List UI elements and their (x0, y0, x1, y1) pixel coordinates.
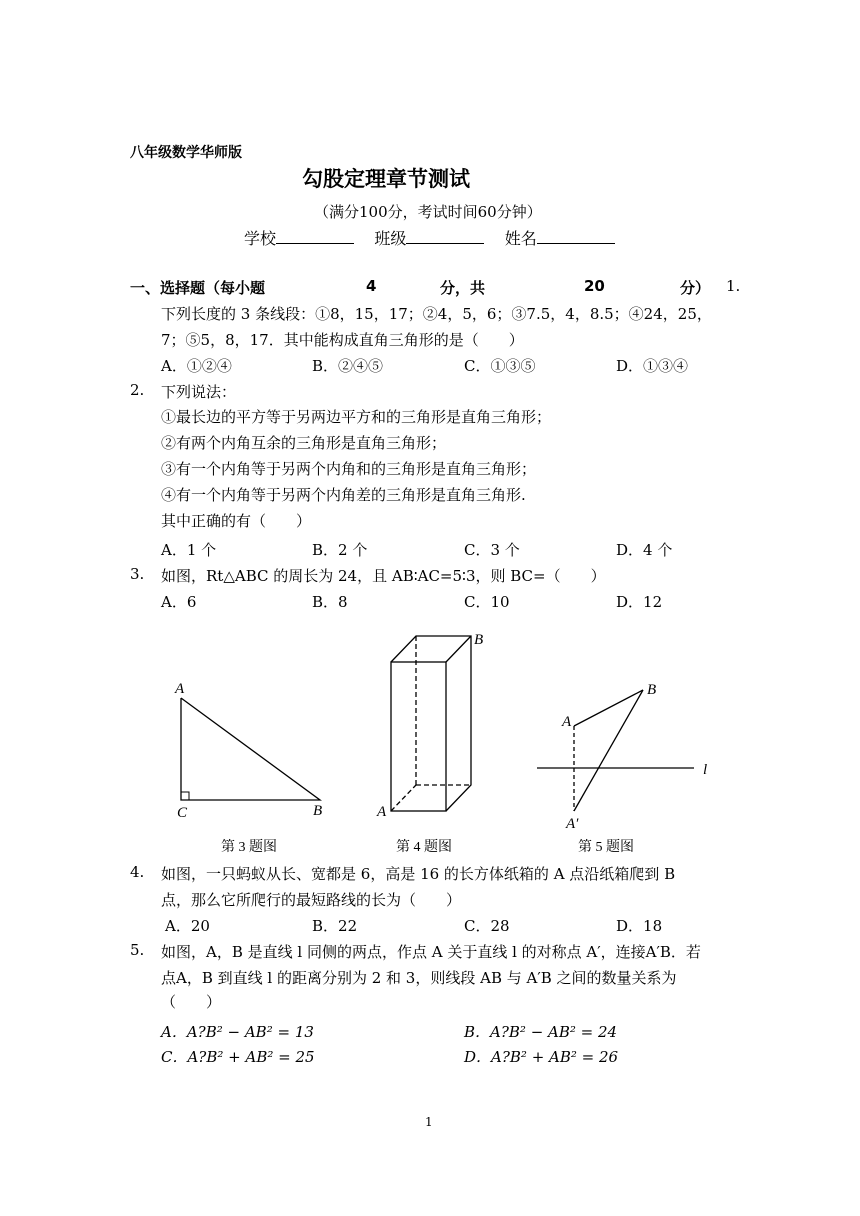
class-label: 班级 (374, 229, 407, 248)
section-heading-e: 分） (680, 279, 711, 297)
fig4-label-b: B (474, 632, 484, 648)
q1-option-a[interactable]: A．①②④ (161, 357, 232, 375)
q2-option-d[interactable]: D．4 个 (616, 541, 673, 559)
q4-line1: 如图，一只蚂蚁从长、宽都是 6，高是 16 的长方体纸箱的 A 点沿纸箱爬到 B (161, 865, 676, 883)
section-heading-b: 4 (366, 277, 377, 295)
q2-option-a[interactable]: A．1 个 (161, 541, 217, 559)
q2-option-b[interactable]: B．2 个 (312, 541, 368, 559)
class-field[interactable] (406, 229, 484, 244)
q3-option-b[interactable]: B．8 (312, 593, 348, 611)
name-field[interactable] (537, 229, 615, 244)
q1-option-d[interactable]: D．①③④ (616, 357, 689, 375)
info-line (244, 226, 615, 249)
q5-number: 5. (130, 941, 145, 959)
fig3-triangle (181, 698, 320, 800)
figures-panel (0, 620, 860, 860)
q1-line2: 7；⑤5，8，17．其中能构成直角三角形的是（ ） (161, 331, 524, 349)
page-number: 1 (425, 1115, 433, 1129)
fig3-label-b: B (313, 803, 323, 819)
q5-line1: 如图，A，B 是直线 l 同侧的两点，作点 A 关于直线 l 的对称点 A′，连接A′B．若 (161, 943, 701, 961)
q4-line2: 点，那么它所爬行的最短路线的长为（ ） (161, 891, 462, 909)
q5-option-b[interactable]: B．A?B² − AB² = 24 (464, 1023, 618, 1041)
fig5-label-a: A (562, 714, 572, 730)
q2-stem: 下列说法： (161, 383, 237, 401)
q2-item-3: ③有一个内角等于另两个内角和的三角形是直角三角形； (161, 460, 537, 478)
q2-item-4: ④有一个内角等于另两个内角差的三角形是直角三角形. (161, 486, 526, 504)
grade-label: 八年级数学华师版 (130, 145, 242, 161)
q3-stem: 如图，Rt△ABC 的周长为 24，且 AB∶AC=5∶3，则 BC=（ ） (161, 567, 606, 585)
fig5-label-l: l (703, 762, 708, 778)
q4-option-b[interactable]: B．22 (312, 917, 358, 935)
fig3-label-a: A (175, 681, 185, 697)
q5-option-d[interactable]: D．A?B² + AB² = 26 (464, 1048, 619, 1066)
q5-option-c[interactable]: C．A?B² + AB² = 25 (161, 1048, 315, 1066)
fig3-label-c: C (177, 805, 188, 821)
q4-option-a[interactable]: A．20 (165, 917, 210, 935)
q2-item-1: ①最长边的平方等于另两边平方和的三角形是直角三角形； (161, 408, 552, 426)
fig5-label-a-prime: A′ (566, 816, 579, 832)
q5-line3: （ ） (161, 993, 222, 1011)
section-heading-d: 20 (584, 277, 605, 295)
fig3-caption: 第 3 题图 (221, 840, 277, 855)
fig4-caption: 第 4 题图 (396, 840, 452, 855)
section-heading-c: 分，共 (440, 279, 486, 297)
q3-option-d[interactable]: D．12 (616, 593, 663, 611)
fig4-box (391, 636, 471, 811)
q3-number: 3. (130, 565, 145, 583)
fig5-caption: 第 5 题图 (578, 840, 634, 855)
q4-number: 4. (130, 863, 145, 881)
q1-line1: 下列长度的 3 条线段：①8，15，17；②4，5，6；③7.5，4，8.5；④24，25， (161, 305, 712, 323)
q1-option-b[interactable]: B．②④⑤ (312, 357, 384, 375)
q5-line2: 点A，B 到直线 l 的距离分别为 2 和 3，则线段 AB 与 A′B 之间的数量关系为 (161, 969, 677, 987)
fig5-label-b: B (647, 682, 657, 698)
fig4-label-a: A (377, 804, 387, 820)
section-heading-a: 一、选择题（每小题 (130, 279, 266, 297)
q5-option-a[interactable]: A．A?B² − AB² = 13 (161, 1023, 314, 1041)
q2-option-c[interactable]: C．3 个 (464, 541, 520, 559)
q2-number: 2. (130, 381, 145, 399)
q4-option-c[interactable]: C．28 (464, 917, 510, 935)
page-title: 勾股定理章节测试 (302, 167, 470, 191)
school-label: 学校 (244, 229, 277, 248)
q1-option-c[interactable]: C．①③⑤ (464, 357, 536, 375)
q3-option-a[interactable]: A．6 (161, 593, 197, 611)
fig5-reflection (537, 690, 694, 811)
school-field[interactable] (276, 229, 354, 244)
q4-option-d[interactable]: D．18 (616, 917, 663, 935)
q2-ask: 其中正确的有（ ） (161, 512, 312, 530)
q1-number: 1. (726, 277, 741, 295)
q3-option-c[interactable]: C．10 (464, 593, 510, 611)
subtitle: （满分100分，考试时间60分钟） (314, 203, 542, 221)
q2-item-2: ②有两个内角互余的三角形是直角三角形； (161, 434, 447, 452)
name-label: 姓名 (504, 229, 537, 248)
